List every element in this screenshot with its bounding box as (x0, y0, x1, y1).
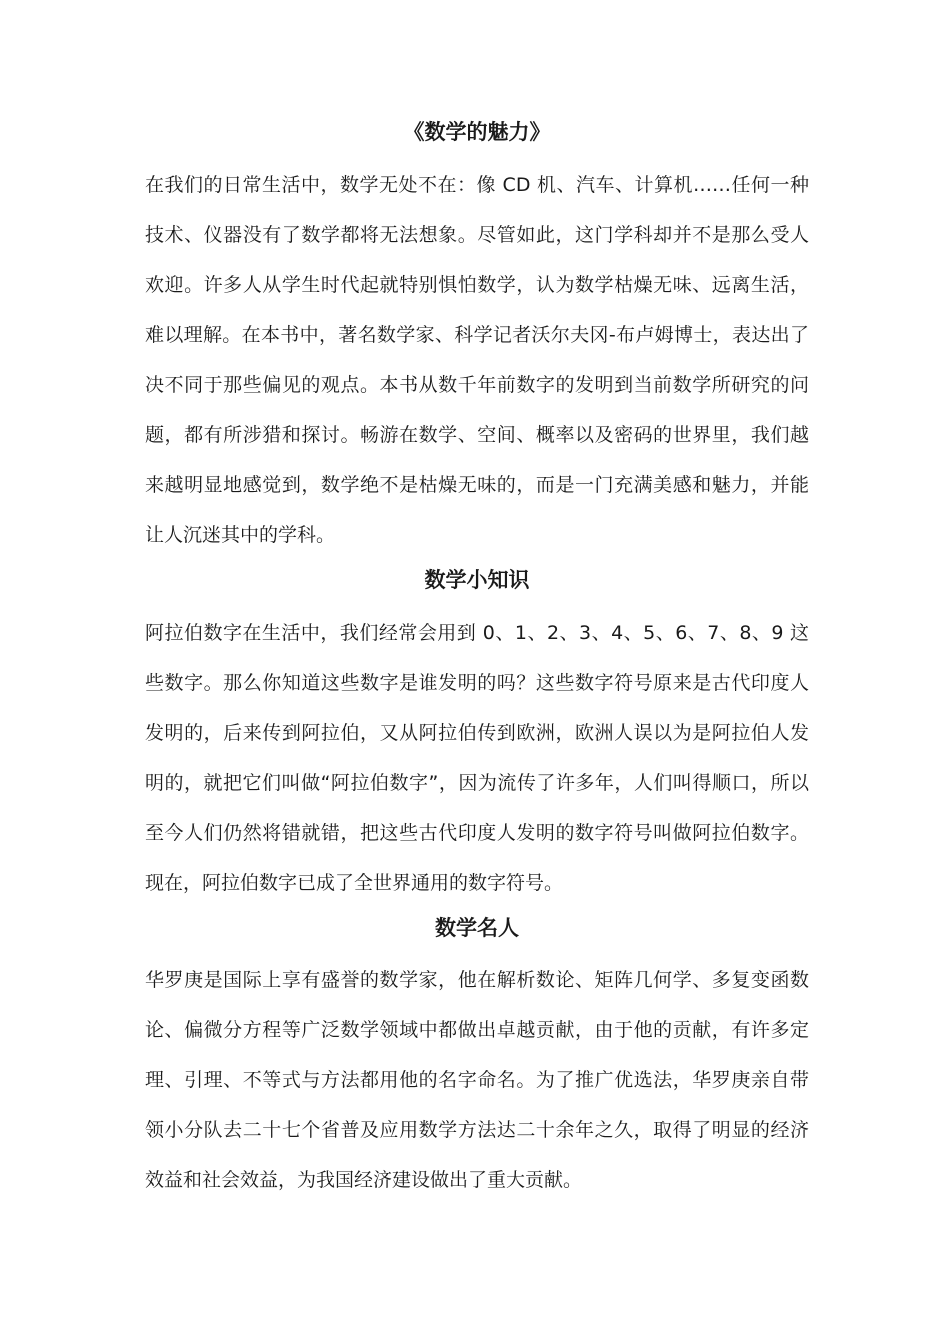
section-body-charm: 在我们的日常生活中，数学无处不在：像 CD 机、汽车、计算机……任何一种技术、仪器没有了数学都将无法想象。尽管如此，这门学科却并不是那么受人欢迎。许多人从学生时代起就特别惧怕数学，认为数学枯燥无味、远离生活，难以理解。在本书中，著名数学家、科学记者沃尔夫冈-布卢姆博士，表达出了决不同于那些偏见的观点。本书从数千年前数字的发明到当前数学所研究的问题，都有所涉猎和探讨。畅游在数学、空间、概率以及密码的世界里，我们越来越明显地感觉到，数学绝不是枯燥无味的，而是一门充满美感和魅力，并能让人沉迷其中的学科。 (145, 174, 809, 546)
section-title-knowledge: 数学小知识 (424, 568, 530, 592)
section-title-famous: 数学名人 (435, 916, 519, 940)
section-title-charm: 《数学的魅力》 (403, 120, 551, 144)
section-body-famous: 华罗庚是国际上享有盛誉的数学家，他在解析数论、矩阵几何学、多复变函数论、偏微分方程等广泛数学领域中都做出卓越贡献，由于他的贡献，有许多定理、引理、不等式与方法都用他的名字命名。为了推广优选法，华罗庚亲自带领小分队去二十七个省普及应用数学方法达二十余年之久，取得了明显的经济效益和社会效益，为我国经济建设做出了重大贡献。 (145, 969, 809, 1191)
section-body-knowledge: 阿拉伯数字在生活中，我们经常会用到 0、1、2、3、4、5、6、7、8、9 这些数字。那么你知道这些数字是谁发明的吗？这些数字符号原来是古代印度人发明的，后来传到阿拉伯，又从阿拉伯传到欧洲，欧洲人误以为是阿拉伯人发明的，就把它们叫做“阿拉伯数字”，因为流传了许多年，人们叫得顺口，所以至今人们仍然将错就错，把这些古代印度人发明的数字符号叫做阿拉伯数字。 现在，阿拉伯数字已成了全世界通用的数字符号。 (145, 622, 809, 894)
